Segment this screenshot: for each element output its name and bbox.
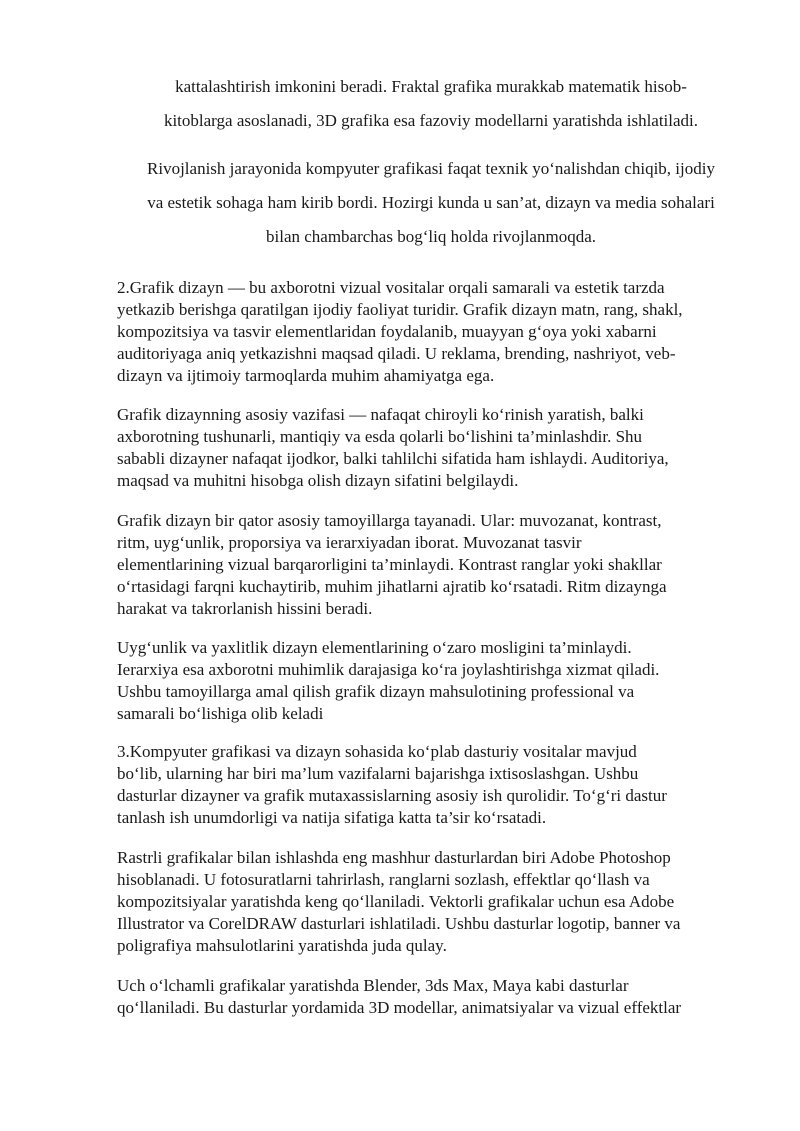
- text-line: Ushbu tamoyillarga amal qilish grafik dizayn mahsulotining professional va: [117, 682, 635, 701]
- text-line: maqsad va muhitni hisobga olish dizayn sifatini belgilaydi.: [117, 471, 519, 490]
- paragraph-development: [110, 152, 752, 254]
- paragraph-graphic-design-definition: [117, 277, 747, 387]
- text-line: 2.Grafik dizayn — bu axborotni vizual vositalar orqali samarali va estetik tarzda: [117, 278, 665, 297]
- paragraph-design-principles: [117, 510, 747, 620]
- text-line: Uch o‘lchamli grafikalar yaratishda Blender, 3ds Max, Maya kabi dasturlar: [117, 976, 629, 995]
- text-line: kompozitsiyalar yaratishda keng qo‘llaniladi. Vektorli grafikalar uchun esa Adobe: [117, 892, 675, 911]
- text-line: dizayn va ijtimoiy tarmoqlarda muhim ahamiyatga ega.: [117, 366, 495, 385]
- text-line: Illustrator va CorelDRAW dasturlari ishlatiladi. Ushbu dasturlar logotip, banner va: [117, 914, 681, 933]
- paragraph-3d-software: [117, 975, 747, 1019]
- paragraph-fractal-3d: [110, 70, 752, 138]
- text-line: ritm, uyg‘unlik, proporsiya va ierarxiyadan iborat. Muvozanat tasvir: [117, 533, 582, 552]
- text-line: axborotning tushunarli, mantiqiy va esda qolarli bo‘lishini ta’minlashdir. Shu: [117, 427, 643, 446]
- text-line: elementlarining vizual barqarorligini ta’minlaydi. Kontrast ranglar yoki shakllar: [117, 555, 662, 574]
- paragraph-harmony-hierarchy: [117, 637, 747, 725]
- text-line: Grafik dizayn bir qator asosiy tamoyillarga tayanadi. Ular: muvozanat, kontrast,: [117, 511, 662, 530]
- text-line: kattalashtirish imkonini beradi. Fraktal grafika murakkab matematik hisob-: [175, 77, 687, 96]
- text-line: qo‘llaniladi. Bu dasturlar yordamida 3D modellar, animatsiyalar va vizual effektlar: [117, 998, 682, 1017]
- paragraph-design-purpose: [117, 404, 747, 492]
- text-line: bo‘lib, ularning har biri ma’lum vazifalarni bajarishga ixtisoslashgan. Ushbu: [117, 764, 639, 783]
- text-line: sababli dizayner nafaqat ijodkor, balki tahlilchi sifatida ham ishlaydi. Auditoriya,: [117, 449, 669, 468]
- text-line: dasturlar dizayner va grafik mutaxassislarning asosiy ish qurolidir. To‘g‘ri dastur: [117, 786, 667, 805]
- text-line: harakat va takrorlanish hissini beradi.: [117, 599, 373, 618]
- text-line: Uyg‘unlik va yaxlitlik dizayn elementlarining o‘zaro mosligini ta’minlaydi.: [117, 638, 632, 657]
- text-line: 3.Kompyuter grafikasi va dizayn sohasida ko‘plab dasturiy vositalar mavjud: [117, 742, 637, 761]
- text-line: tanlash ish unumdorligi va natija sifatiga katta ta’sir ko‘rsatadi.: [117, 808, 547, 827]
- paragraph-raster-vector-software: [117, 847, 747, 957]
- paragraph-software-tools: [117, 741, 747, 829]
- text-line: kompozitsiya va tasvir elementlaridan foydalanib, muayyan g‘oya yoki xabarni: [117, 322, 657, 341]
- text-line: poligrafiya mahsulotlarini yaratishda juda qulay.: [117, 936, 447, 955]
- text-line: auditoriyaga aniq yetkazishni maqsad qiladi. U reklama, brending, nashriyot, veb-: [117, 344, 676, 363]
- text-line: yetkazib berishga qaratilgan ijodiy faoliyat turidir. Grafik dizayn matn, rang, shakl,: [117, 300, 683, 319]
- text-line: samarali bo‘lishiga olib keladi: [117, 704, 324, 723]
- text-line: bilan chambarchas bog‘liq holda rivojlanmoqda.: [266, 227, 596, 246]
- text-line: Grafik dizaynning asosiy vazifasi — nafaqat chiroyli ko‘rinish yaratish, balki: [117, 405, 644, 424]
- text-line: va estetik sohaga ham kirib bordi. Hozirgi kunda u san’at, dizayn va media sohalari: [147, 193, 715, 212]
- text-line: Ierarxiya esa axborotni muhimlik darajasiga ko‘ra joylashtirishga xizmat qiladi.: [117, 660, 660, 679]
- text-line: kitoblarga asoslanadi, 3D grafika esa fazoviy modellarni yaratishda ishlatiladi.: [163, 111, 699, 130]
- text-line: hisoblanadi. U fotosuratlarni tahrirlash, ranglarni sozlash, effektlar qo‘llash va: [117, 870, 650, 889]
- text-line: Rastrli grafikalar bilan ishlashda eng mashhur dasturlardan biri Adobe Photoshop: [117, 848, 671, 867]
- text-line: o‘rtasidagi farqni kuchaytirib, muhim jihatlarni ajratib ko‘rsatadi. Ritm dizaynga: [117, 577, 667, 596]
- text-line: Rivojlanish jarayonida kompyuter grafikasi faqat texnik yo‘nalishdan chiqib, ijodiy: [147, 159, 715, 178]
